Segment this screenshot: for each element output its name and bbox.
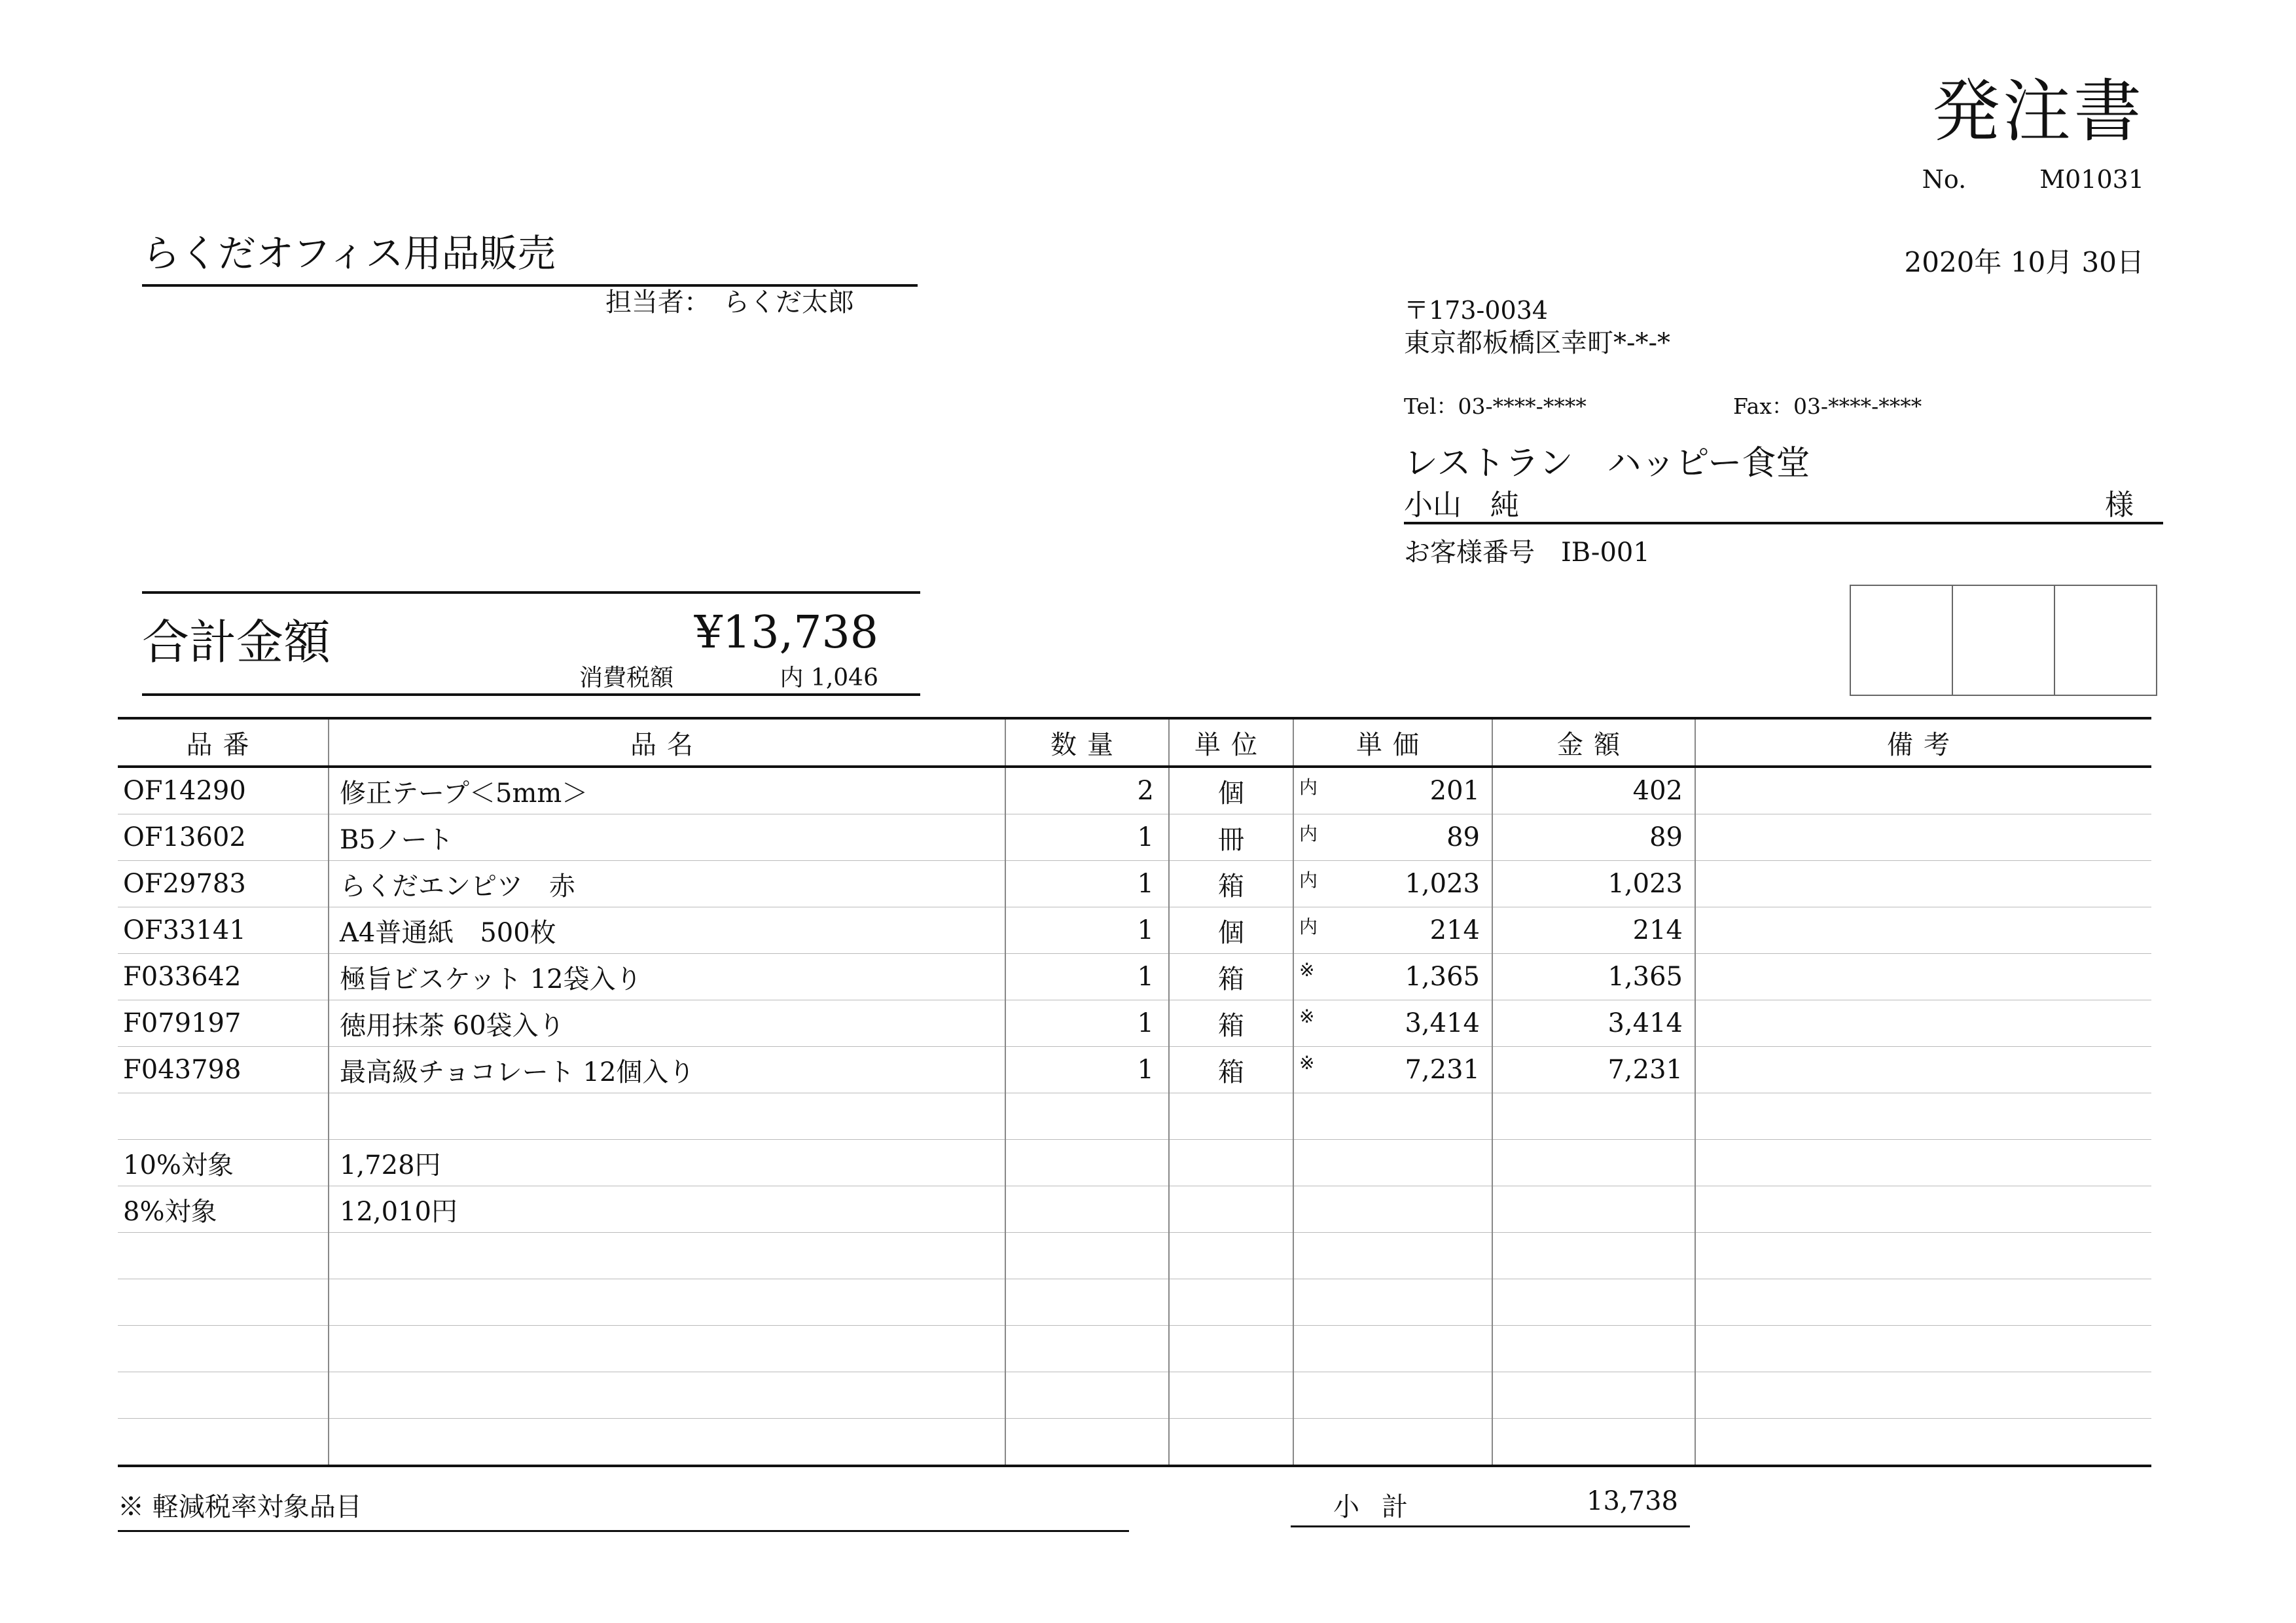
item-price — [1293, 767, 1492, 814]
supplier-staff: 担当者： らくだ太郎 — [605, 287, 854, 318]
table-row — [118, 1326, 2151, 1372]
item-remarks — [1695, 1326, 2151, 1372]
item-price-value: 201 — [1429, 776, 1480, 806]
item-price — [1293, 1419, 1492, 1467]
item-code — [118, 1326, 329, 1372]
tax-mark: 内 — [1299, 869, 1318, 891]
total-amount-box — [142, 591, 920, 696]
item-unit — [1169, 1233, 1293, 1279]
table-row — [118, 1140, 2151, 1186]
item-amount: 402 — [1492, 767, 1695, 814]
item-name — [329, 1326, 1005, 1372]
tax-mark: ※ — [1299, 1052, 1315, 1074]
item-code — [118, 1419, 329, 1467]
header-amount: 金額 — [1492, 718, 1695, 767]
header-remarks: 備考 — [1695, 718, 2151, 767]
header-name: 品名 — [329, 718, 1005, 767]
item-code — [118, 1372, 329, 1419]
customer-name: レストラン ハッピー食堂 — [1404, 444, 1810, 483]
subtotal-value: 13,738 — [1587, 1486, 1678, 1516]
header-qty: 数量 — [1005, 718, 1169, 767]
table-row — [118, 767, 2151, 814]
item-price — [1293, 861, 1492, 907]
tax-mark: 内 — [1299, 823, 1318, 845]
item-price — [1293, 954, 1492, 1000]
item-unit — [1169, 1279, 1293, 1326]
subtotal-box — [1291, 1486, 1690, 1527]
table-row — [118, 814, 2151, 861]
item-name: 徳用抹茶 60袋入り — [329, 1000, 1005, 1047]
tax-label: 消費税額 — [579, 665, 674, 691]
item-name: 12,010円 — [329, 1186, 1005, 1233]
item-unit: 箱 — [1169, 1000, 1293, 1047]
supplier-name: らくだオフィス用品販売 — [142, 223, 918, 287]
item-qty — [1005, 1372, 1169, 1419]
header-code: 品番 — [118, 718, 329, 767]
item-name: A4普通紙 500枚 — [329, 907, 1005, 954]
item-remarks — [1695, 1047, 2151, 1093]
item-qty: 1 — [1005, 907, 1169, 954]
item-name — [329, 1279, 1005, 1326]
tax-mark: ※ — [1299, 1006, 1315, 1027]
item-unit: 個 — [1169, 907, 1293, 954]
item-qty — [1005, 1233, 1169, 1279]
item-price — [1293, 907, 1492, 954]
item-amount: 1,365 — [1492, 954, 1695, 1000]
item-qty: 1 — [1005, 954, 1169, 1000]
item-code: 10%対象 — [118, 1140, 329, 1186]
address: 東京都板橋区幸町*-*-* — [1404, 328, 1671, 358]
item-unit: 個 — [1169, 767, 1293, 814]
item-price — [1293, 1186, 1492, 1233]
table-row — [118, 1419, 2151, 1467]
item-code: OF13602 — [118, 814, 329, 861]
item-qty: 1 — [1005, 861, 1169, 907]
tax-mark: 内 — [1299, 916, 1318, 938]
telephone: Tel：03-****-**** — [1404, 393, 1587, 419]
item-unit: 箱 — [1169, 954, 1293, 1000]
item-price-value: 89 — [1446, 822, 1480, 852]
item-name: らくだエンピツ 赤 — [329, 861, 1005, 907]
item-qty — [1005, 1186, 1169, 1233]
table-row — [118, 954, 2151, 1000]
table-row — [118, 1279, 2151, 1326]
stamp-box — [1851, 586, 1952, 695]
item-remarks — [1695, 1233, 2151, 1279]
subtotal-label: 小計 — [1333, 1492, 1430, 1522]
item-amount: 1,023 — [1492, 861, 1695, 907]
item-price-value: 7,231 — [1405, 1055, 1480, 1085]
item-price — [1293, 1140, 1492, 1186]
item-remarks — [1695, 1093, 2151, 1140]
table-row — [118, 907, 2151, 954]
document-title: 発注書 — [1931, 71, 2144, 151]
item-price-value: 1,365 — [1405, 962, 1480, 992]
item-qty — [1005, 1326, 1169, 1372]
item-price — [1293, 1000, 1492, 1047]
item-qty: 1 — [1005, 1000, 1169, 1047]
item-amount: 214 — [1492, 907, 1695, 954]
item-unit — [1169, 1326, 1293, 1372]
item-remarks — [1695, 1279, 2151, 1326]
item-code: OF33141 — [118, 907, 329, 954]
item-remarks — [1695, 1419, 2151, 1467]
stamp-boxes — [1850, 585, 2157, 696]
item-remarks — [1695, 1140, 2151, 1186]
table-row — [118, 1047, 2151, 1093]
table-row — [118, 1233, 2151, 1279]
item-price-value: 1,023 — [1405, 869, 1480, 899]
table-row — [118, 1093, 2151, 1140]
document-number-value: M01031 — [2039, 165, 2144, 194]
item-unit — [1169, 1140, 1293, 1186]
item-code: OF29783 — [118, 861, 329, 907]
item-remarks — [1695, 907, 2151, 954]
item-remarks — [1695, 1186, 2151, 1233]
item-qty — [1005, 1093, 1169, 1140]
item-code: OF14290 — [118, 767, 329, 814]
item-name: 1,728円 — [329, 1140, 1005, 1186]
tax-mark: ※ — [1299, 959, 1315, 981]
item-unit: 冊 — [1169, 814, 1293, 861]
item-name — [329, 1419, 1005, 1467]
item-name: 極旨ビスケット 12袋入り — [329, 954, 1005, 1000]
item-remarks — [1695, 1000, 2151, 1047]
postal-code: 〒173-0034 — [1404, 296, 1549, 325]
item-amount — [1492, 1372, 1695, 1419]
item-code — [118, 1279, 329, 1326]
item-name — [329, 1093, 1005, 1140]
contact-person: 小山 純 — [1404, 488, 1519, 522]
reduced-tax-note: ※ 軽減税率対象品目 — [118, 1486, 1129, 1532]
stamp-box — [1952, 586, 2054, 695]
item-amount — [1492, 1140, 1695, 1186]
item-amount — [1492, 1186, 1695, 1233]
document-number-label: No. — [1922, 165, 1967, 194]
item-code: F033642 — [118, 954, 329, 1000]
item-price-value: 214 — [1429, 915, 1480, 945]
total-value: ¥13,738 — [694, 607, 878, 659]
item-name — [329, 1233, 1005, 1279]
item-code: F043798 — [118, 1047, 329, 1093]
item-price — [1293, 1326, 1492, 1372]
fax: Fax：03-****-**** — [1733, 393, 1922, 419]
item-price — [1293, 1093, 1492, 1140]
item-amount: 89 — [1492, 814, 1695, 861]
table-row — [118, 861, 2151, 907]
table-row — [118, 1000, 2151, 1047]
item-unit — [1169, 1419, 1293, 1467]
item-remarks — [1695, 1372, 2151, 1419]
item-price-value: 3,414 — [1405, 1008, 1480, 1038]
item-name: 最高級チョコレート 12個入り — [329, 1047, 1005, 1093]
item-unit — [1169, 1372, 1293, 1419]
item-amount: 3,414 — [1492, 1000, 1695, 1047]
item-unit — [1169, 1186, 1293, 1233]
customer-number: お客様番号 IB-001 — [1404, 538, 1650, 568]
item-qty: 1 — [1005, 1047, 1169, 1093]
header-unit: 単位 — [1169, 718, 1293, 767]
item-price — [1293, 814, 1492, 861]
item-amount — [1492, 1279, 1695, 1326]
item-unit: 箱 — [1169, 861, 1293, 907]
item-name: B5ノート — [329, 814, 1005, 861]
tax-mark: 内 — [1299, 776, 1318, 798]
issue-date: 2020年 10月 30日 — [1904, 246, 2144, 278]
item-qty — [1005, 1419, 1169, 1467]
item-name — [329, 1372, 1005, 1419]
item-amount: 7,231 — [1492, 1047, 1695, 1093]
item-price — [1293, 1047, 1492, 1093]
item-unit: 箱 — [1169, 1047, 1293, 1093]
item-unit — [1169, 1093, 1293, 1140]
item-price — [1293, 1233, 1492, 1279]
item-remarks — [1695, 767, 2151, 814]
item-qty: 2 — [1005, 767, 1169, 814]
table-header-row — [118, 718, 2151, 767]
item-code — [118, 1093, 329, 1140]
item-code — [118, 1233, 329, 1279]
tax-value: 内 1,046 — [780, 665, 878, 691]
item-amount — [1492, 1233, 1695, 1279]
contact-person-line — [1404, 481, 2163, 524]
item-qty — [1005, 1140, 1169, 1186]
honorific: 様 — [2105, 488, 2134, 522]
item-remarks — [1695, 814, 2151, 861]
items-table — [118, 717, 2151, 1467]
header-price: 単価 — [1293, 718, 1492, 767]
item-amount — [1492, 1419, 1695, 1467]
item-amount — [1492, 1093, 1695, 1140]
document-number — [1922, 165, 2144, 194]
item-name: 修正テープ＜5mm＞ — [329, 767, 1005, 814]
stamp-box — [2054, 586, 2156, 695]
item-amount — [1492, 1326, 1695, 1372]
item-code: F079197 — [118, 1000, 329, 1047]
table-row — [118, 1186, 2151, 1233]
total-label: 合計金額 — [142, 615, 331, 670]
item-remarks — [1695, 861, 2151, 907]
item-qty: 1 — [1005, 814, 1169, 861]
item-price — [1293, 1279, 1492, 1326]
table-row — [118, 1372, 2151, 1419]
item-price — [1293, 1372, 1492, 1419]
item-remarks — [1695, 954, 2151, 1000]
item-code: 8%対象 — [118, 1186, 329, 1233]
item-qty — [1005, 1279, 1169, 1326]
